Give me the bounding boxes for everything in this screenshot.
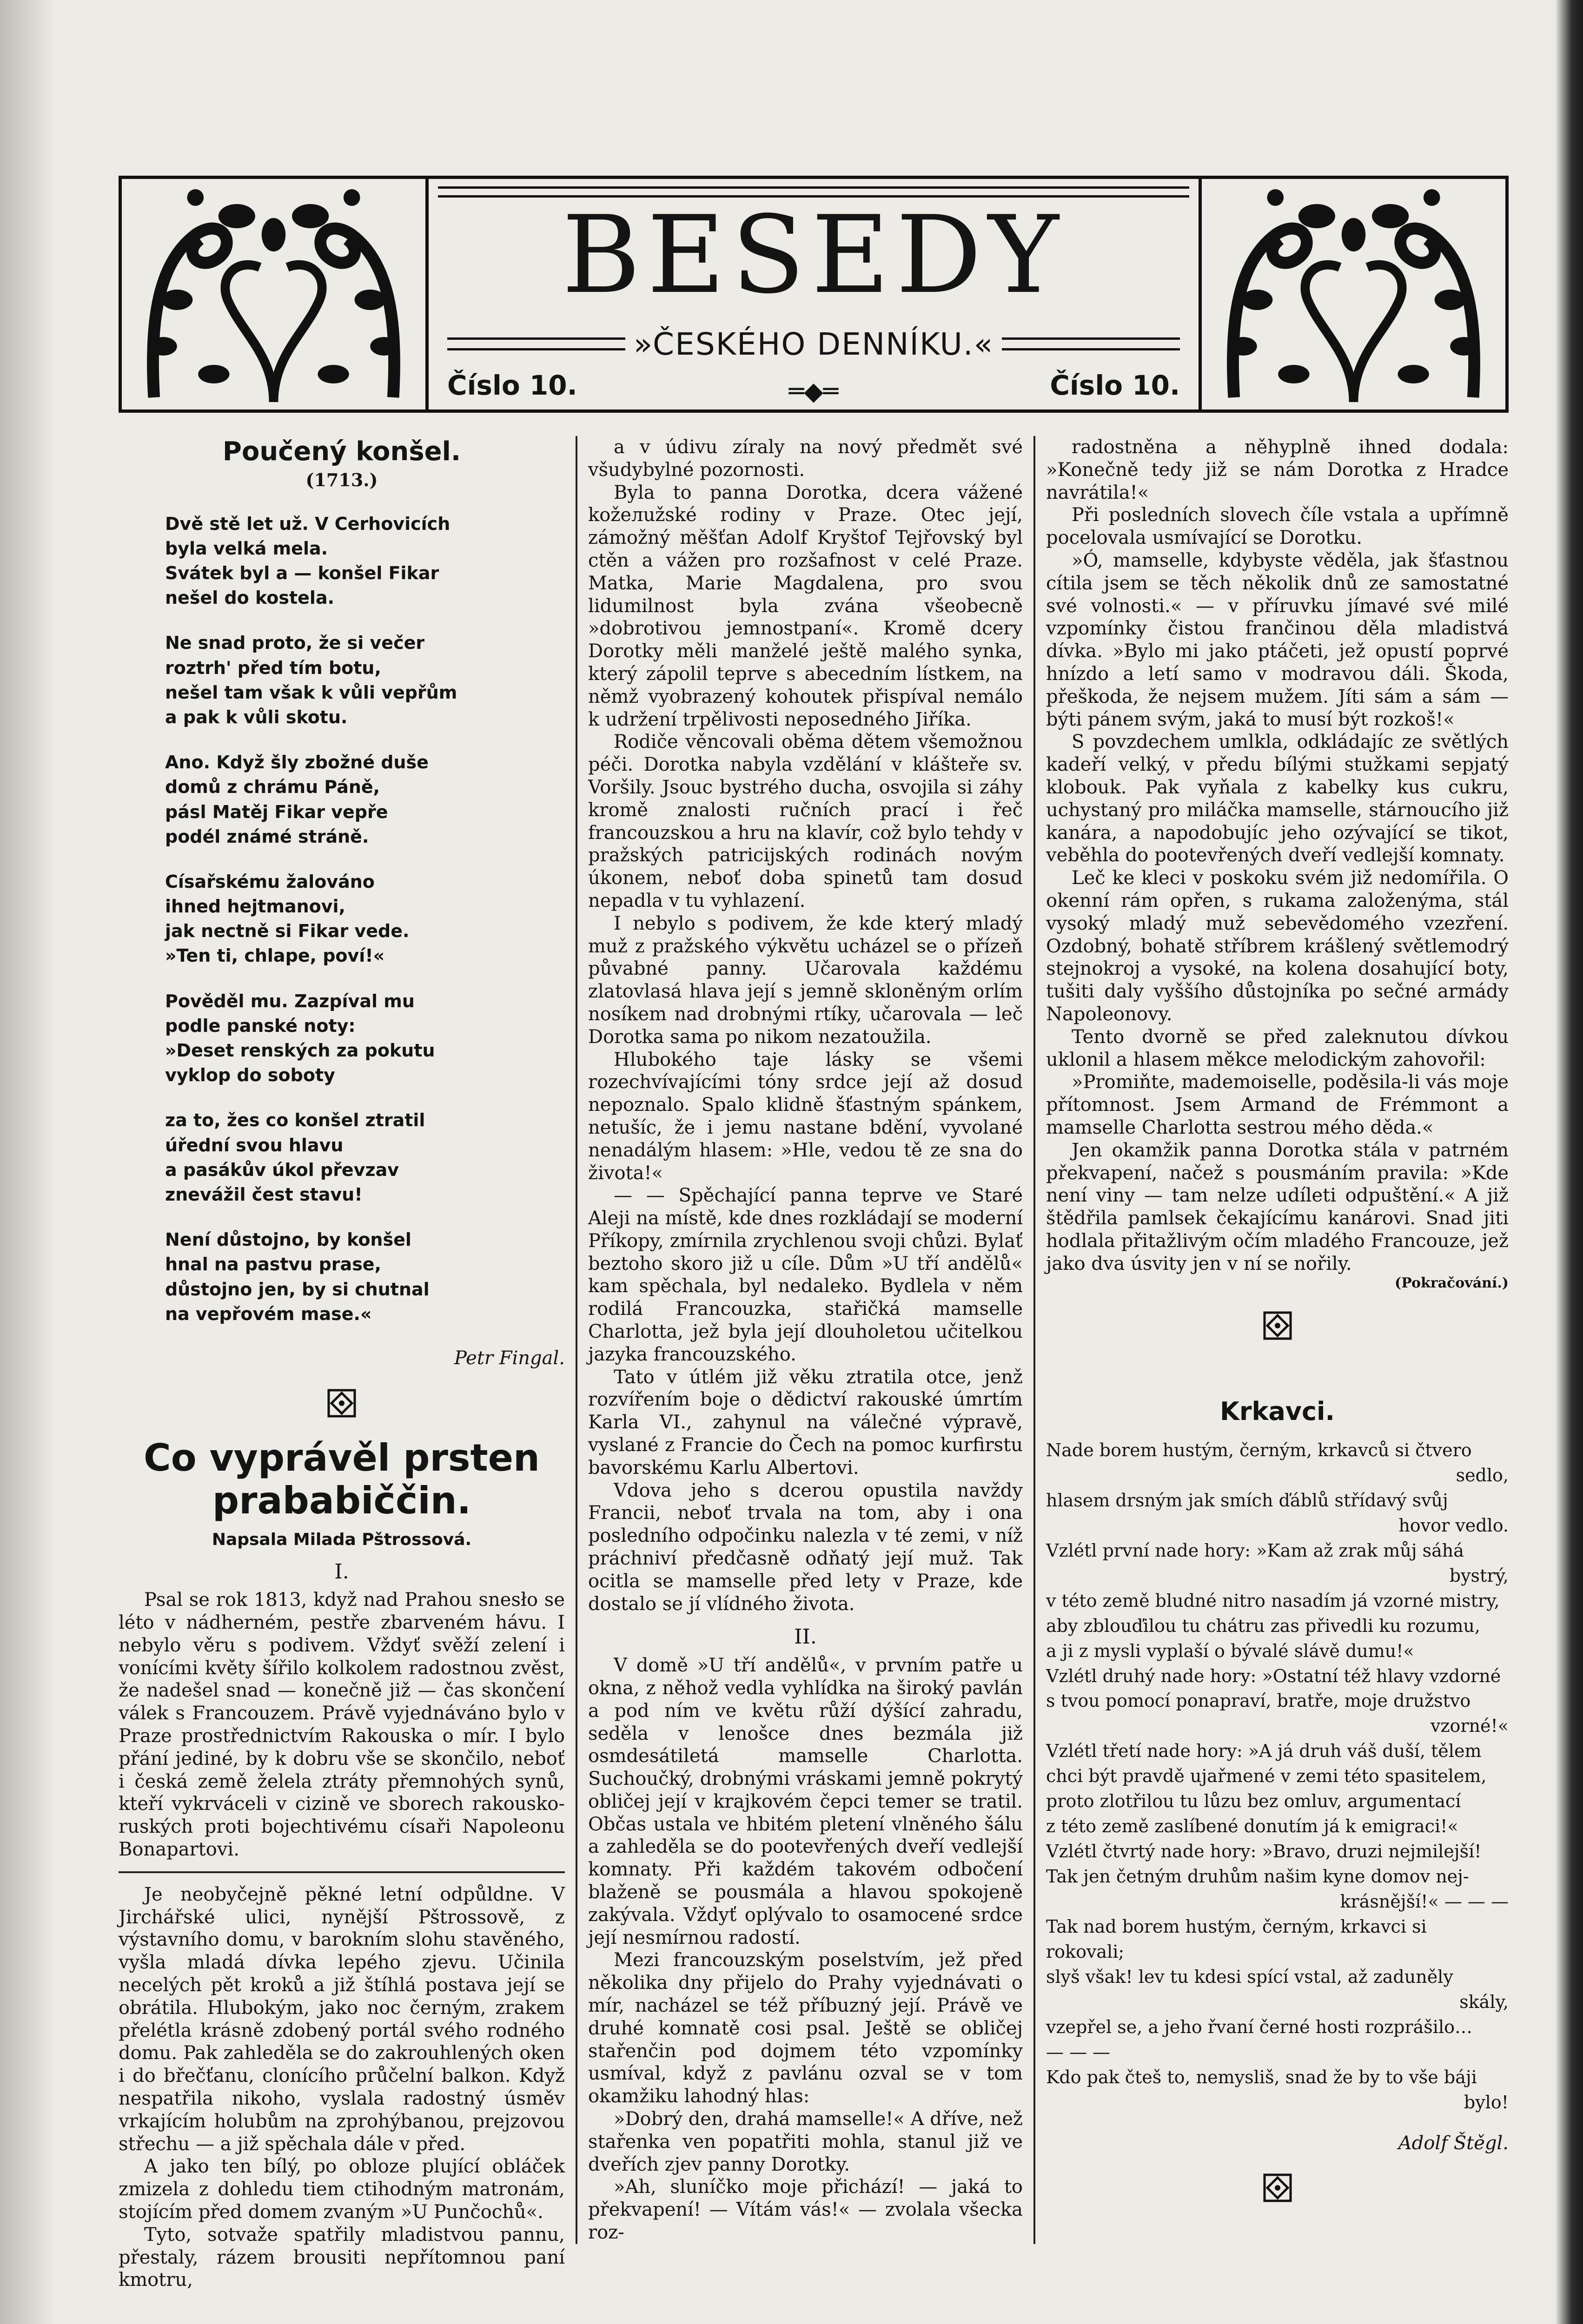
poem-line: důstojno jen, by si chutnal <box>165 1279 430 1300</box>
krkavci-line: vzepřel se, a jeho řvaní černé hosti rozprášilo… <box>1046 2016 1472 2037</box>
masthead-center <box>429 179 1199 409</box>
paragraph: Jen okamžik panna Dorotka stála v patrném překvapení, načež s pousmáním pravila: »Kde není viny — tam nelze udíleti odpuštění.« A již štědřila pamlsek čekajícímu kanárovi. Snad jiti hodlala přitažlivým očím mladého Francouze, jež jako dva úsvity jen v ní se nořily. <box>1046 1139 1509 1274</box>
krkavci-line: Vzlétl druhý nade hory: »Ostatní též hlavy vzdorné <box>1046 1665 1501 1686</box>
poem-year: (1713.) <box>305 469 378 491</box>
paragraph: Je neobyčejně pěkné letní odpůldne. V Jirchářské ulici, nynější Pštrossově, z výstavního domu, v barokním slohu stavěného, vyšla mladá dívka lepého zjevu. Učinila necelých pět kroků a již štíhlá postava její se obrátila. Hlubokým, jako noc černým, zrakem přelétla krásně zdobený portál svého rodného domu. Pak zahleděla se do zakrouhlených oken i do břečťanu, clonícího průčelní balkon. Když nespatřila nikoho, vyslala radostný úsměv vrkajícím holubům na zprohýbanou, prejzovou střechu — a již spěchala dále v před. <box>119 1883 565 2155</box>
krkavci-line: Tak nad borem hustým, černým, krkavci si rokovali; <box>1046 1916 1427 1962</box>
masthead <box>119 176 1509 413</box>
issue-number-right: Číslo 10. <box>1050 370 1180 401</box>
column-rule-1 <box>576 436 577 2244</box>
column-2 <box>588 436 1023 2244</box>
poem-line: ihned hejtmanovi, <box>165 896 345 917</box>
krkavci-line: chci být pravdě ujařmené v zemi této spasitelem, <box>1046 1766 1487 1787</box>
ornament-right <box>1199 179 1505 409</box>
poem-line: »Ten ti, chlape, poví!« <box>165 945 385 966</box>
krkavci-line: Vzlétl třetí nade hory: »A já druh váš duší, tělem <box>1046 1741 1482 1762</box>
poem-stanza <box>165 631 565 730</box>
paragraph: Hlubokého taje lásky se všemi rozechvívajícími tóny srdce její až dosud nepoznalo. Spalo klidně šťastným spánkem, netušíc, že i jemu nastane bdění, vyvolané nenadálým hlasem: »Hle, vedou tě ze sna do života!« <box>588 1049 1023 1184</box>
poem-line: znevážil čest stavu! <box>165 1184 363 1205</box>
poem-line: a pasákův úkol převzav <box>165 1159 399 1180</box>
krkavci-line: bylo! <box>1464 2092 1509 2113</box>
section-divider-icon <box>327 1388 357 1418</box>
story-part-a <box>119 1589 565 1861</box>
paragraph: »Promiňte, mademoiselle, poděsila-li vás moje přítomnost. Jsem Armand de Frémmont a mamselle Charlotta sestrou mého děda.« <box>1046 1071 1509 1138</box>
poem-line: »Deset renských za pokutu <box>165 1040 435 1061</box>
story-part-b <box>119 1883 565 2291</box>
paragraph: a v údivu zíraly na nový předmět své všudybylné pozornosti. <box>588 436 1023 481</box>
poem-line: pásl Matěj Fikar vepře <box>165 801 388 822</box>
paragraph: Mezi francouzským poselstvím, jež před několika dny přijelo do Prahy vyjednávati o mír, nacházel se též příbuzný její. Právě ve druhé komnatě cosi psal. Ještě se obličej stařenčin pod dojmem této vzpomínky usmíval, když z pavlánu ozval se v tom okamžiku lahodný hlas: <box>588 1949 1023 2107</box>
section-divider-icon <box>1263 2173 1292 2203</box>
poem-line: Císařskému žalováno <box>165 871 375 892</box>
column-3 <box>1046 436 1509 2221</box>
poem-line: Svátek byl a — konšel Fikar <box>165 563 439 584</box>
krkavci-line: Kdo pak čteš to, nemysliš, snad že by to vše báji <box>1046 2067 1477 2087</box>
paragraph: S povzdechem umlkla, odkládajíc ze světlých kadeří velký, v předu bílými stužkami sepjatý klobouk. Pak vyňala z kabelky kus cukru, uchystaný pro miláčka mamselle, stárnoucího již kanára, a napodobujíc jeho ozývající se tikot, veběhla do pootevřených dveří vedlejší komnaty. <box>1046 731 1509 866</box>
paragraph: Tyto, sotvaže spatřily mladistvou pannu, přestaly, rázem brousiti nepřítomnou paní kmotru, <box>119 2224 565 2291</box>
krkavci-line: proto zlotřilou tu lůzu bez omluv, argumentací <box>1046 1791 1461 1812</box>
story-separator <box>119 1871 565 1873</box>
poem-title: Poučený konšel. <box>222 436 461 467</box>
krkavci-line: krásnější!« — — — <box>1340 1891 1509 1912</box>
krkavci-line: a ji z mysli vyplaší o bývalé slávě dumu!« <box>1046 1640 1414 1661</box>
masthead-center-ornament-icon: ═◆═ <box>788 376 839 406</box>
poem-stanza <box>165 870 565 969</box>
paragraph: Psal se rok 1813, když nad Prahou snesło se léto v nádherném, pestře zbarveném hávu. I nebylo věru s podivem. Vždyť svěží zelení i vonícími květy šířilo kolkolem radostnou zvěst, že nadešel snad — konečně již — čas skončení válek s Francouzem. Právě vyjednáváno bylo v Praze prostřednictvím Rakouska o mír. I bylo přání jediné, by k dobru vše se skončilo, neboť i česká země želela ztráty přemnohých synů, kteří vykrváceli v cizině ve sborech rakousko-ruských proti bojechtivému císaři Napoleonu Bonapartovi. <box>119 1589 565 1861</box>
krkavci-line: — — — <box>1046 2041 1111 2062</box>
krkavci-line: v této země bludné nitro nasadím já vzorné mistry, <box>1046 1590 1500 1611</box>
krkavci-line: Vzlétl čtvrtý nade hory: »Bravo, druzi nejmilejší! <box>1046 1841 1482 1862</box>
ornament-left <box>122 179 429 409</box>
poem-line: roztrh' před tím botu, <box>165 657 381 678</box>
krkavci-line: sedlo, <box>1456 1465 1509 1486</box>
krkavci-line: s tvou pomocí ponapraví, bratře, moje družstvo <box>1046 1690 1471 1711</box>
poem-body <box>119 512 565 1327</box>
story-dialog <box>588 2108 1023 2244</box>
poem-line: a pak k vůli skotu. <box>165 706 348 727</box>
krkavci-title: Krkavci. <box>1219 1397 1335 1426</box>
masthead-subtitle: »ČESKÉHO DENNÍKU.« <box>633 326 994 362</box>
story-continuation-b <box>588 1654 1023 2108</box>
story-section-1: I. <box>334 1559 349 1584</box>
scan-edge-left <box>0 0 56 2324</box>
newspaper-page <box>119 176 1509 2291</box>
poem-line: podél známé stráně. <box>165 826 369 847</box>
paragraph: »Dobrý den, drahá mamselle!« A dříve, než stařenka ven popatřiti mohla, stanul již ve dveřích zjev panny Dorotky. <box>588 2108 1023 2175</box>
poem-line: Není důstojno, by konšel <box>165 1229 411 1250</box>
paragraph: radostněna a něhyplně ihned dodala: »Konečně tedy již se nám Dorotka z Hradce navrátila!« <box>1046 436 1509 503</box>
continued-note: (Pokračování.) <box>1395 1275 1509 1292</box>
poem-line: podle panské noty: <box>165 1015 356 1036</box>
paragraph: I nebylo s podivem, že kde který mladý muž z pražského výkvětu ucházel se o přízeň půvabné panny. Učarovala každému zlatovlasá hlava její s jemně skloněným orlím nosíkem nad drobnými rtíky, učarovala — leč Dorotka sama po nikom nezatoužila. <box>588 912 1023 1048</box>
story-title: Co vyprávěl prsten prababiččin. <box>144 1436 540 1522</box>
issue-number-left: Číslo 10. <box>447 370 577 401</box>
subtitle-rule-left <box>447 337 625 350</box>
poem-line: nešel do kostela. <box>165 588 335 608</box>
poem-line: domů z chrámu Páně, <box>165 777 380 798</box>
masthead-title: BESEDY <box>562 193 1066 317</box>
poem-stanza <box>165 1108 565 1207</box>
krkavci-line: Nade borem hustým, černým, krkavců si čtvero <box>1046 1439 1472 1460</box>
krkavci-signature: Adolf Štěgl. <box>1398 2132 1509 2154</box>
poem-stanza <box>165 989 565 1088</box>
poem-line: úřední svou hlavu <box>165 1135 344 1155</box>
poem-line: Ano. Když šly zbožné duše <box>165 752 429 773</box>
krkavci-line: z této země zaslíbené donutím já k emigraci!« <box>1046 1816 1458 1837</box>
poem-line: hnal na pastvu prase, <box>165 1254 382 1275</box>
story-continuation-c <box>1046 436 1509 1275</box>
paragraph: Vdova jeho s dcerou opustila navždy Francii, neboť trvala na tom, aby i ona posledního odpočinku nalezla v té zemi, v níž práchniví předčasně odňatý její muž. Tak ocitla se mamselle před lety v Praze, kde dostalo se jí vlídného života. <box>588 1479 1023 1615</box>
krkavci-poem <box>1046 1438 1509 2115</box>
poem-stanza <box>165 512 565 611</box>
paragraph: »Ah, sluníčko moje přichází! — jaká to překvapení! — Vítám vás!« — zvolala všecka roz- <box>588 2176 1023 2244</box>
poem-stanza <box>165 1228 565 1327</box>
story-byline: Napsala Milada Pštrossová. <box>212 1530 472 1549</box>
krkavci-line: skály, <box>1459 1991 1509 2012</box>
paragraph: Při posledních slovech číle vstala a upřímně pocelovala usmívající se Dorotku. <box>1046 504 1509 549</box>
paragraph: — — Spěchající panna teprve ve Staré Aleji na místě, kde dnes rozkládají se moderní Příkopy, zmírnila zrychlenou svoji chůzi. Bylať beztoho skoro již u cíle. Dům »U tří andělů« kam spěchala, byl nedaleko. Bydlela v něm rodilá Francouzka, stařičká mamselle Charlotta, jež byla její dlouholetou učitelkou jazyka francouzského. <box>588 1185 1023 1365</box>
subtitle-rule-right <box>1002 337 1180 350</box>
paragraph: Tento dvorně se před zaleknutou dívkou uklonil a hlasem měkce melodickým zahovořil: <box>1046 1026 1509 1070</box>
masthead-subtitle-row <box>447 326 1180 362</box>
krkavci-line: hovor vedlo. <box>1398 1515 1509 1536</box>
poem-stanza <box>165 750 565 849</box>
poem-line: nešel tam však k vůli vepřům <box>165 682 457 703</box>
poem-line: Pověděl mu. Zazpíval mu <box>165 990 415 1011</box>
poem-line: vyklop do soboty <box>165 1065 335 1086</box>
krkavci-line: bystrý, <box>1449 1565 1509 1586</box>
paragraph: Leč ke kleci v poskoku svém již nedomířila. O okenní rám opřen, s rukama založenýma, stál vysoký mladý muž sebevědomého vzezření. Ozdobný, bohatě stříbrem krášlený světlemodrý stejnokroj a vysoké, na kolena dosahující boty, tušiti daly vyššího důstojníka po sečné armády Napoleonovy. <box>1046 867 1509 1025</box>
poem-line: byla velká mela. <box>165 538 328 559</box>
poem-line: na vepřovém mase.« <box>165 1303 372 1324</box>
paragraph: Byla to panna Dorotka, dcera vážené kožeлužské rodiny v Praze. Otec její, zámožný měšťan Adolf Kryštof Tejřovský byl ctěn a vážen pro rozšafnost v celé Praze. Matka, Marie Magdalena, pro svou lidumilnost byla zvána všeobecně »dobrotivou jemnostpaní«. Kromě dcery Dorotky měli manželé ještě malého synka, který zápolil teprve s abecedním lístkem, na němž vyobrazený kohoutek přispíval nemálo k udržení trpělivosti neposedného Jiříka. <box>588 482 1023 730</box>
poem-line: jak nectně si Fikar vede. <box>165 921 410 942</box>
paragraph: A jako ten bílý, po obloze plující obláček zmizela z dohledu tiem ctihodným matronám, stojícím před domem zvaným »U Punčochů«. <box>119 2156 565 2223</box>
krkavci-line: hlasem drsným jak smích ďáblů střídavý svůj <box>1046 1490 1448 1511</box>
scan-edge-right <box>1555 0 1583 2324</box>
poem-line: za to, žes co konšel ztratil <box>165 1110 425 1131</box>
section-divider-icon <box>1263 1311 1292 1340</box>
krkavci-line: aby zblouďilou tu chátru zas přivedli ku rozumu, <box>1046 1615 1480 1636</box>
paragraph: Rodiče věncovali oběma dětem všemožnou péči. Dorotka nabyla vzdělání v klášteře sv. Voršily. Jsouc bystrého ducha, osvojila si záhy kromě znalosti ručních prací i řeč francouzskou a hru na klavír, což bylo tehdy v pražských patricijských rodinách novým úkonem, neboť doba spinetů tam dosud nepadla v tu vyhlazení. <box>588 731 1023 911</box>
poem-line: Dvě stě let už. V Cerhovicích <box>165 513 450 534</box>
krkavci-line: vzorné!« <box>1430 1716 1509 1736</box>
paragraph: V domě »U tří andělů«, v prvním patře u okna, z něhož vedla vyhlídka na široký pavlán a pod ním ve květu růží dýšící zahradu, seděla v lenošce dnes bezmála již osmdesátiletá mamselle Charlotta. Suchoučký, drobnými vráskami jemně pokrytý obličej její v krajkovém čepci temer se tratil. Občas ustala ve hbitém pletení vlněného šálu a zahleděla se do pootevřených dveří vedlejší komnaty. Při každém takovém odbočení blaženě se pousmála a hlavou spokojeně zakývala. Vždyť oplývalo to osamocené srdce její nesmírnou radostí. <box>588 1655 1023 1948</box>
paragraph: Tato v útlém již věku ztratila otce, jenž rozvířením boje o dědictví rakouské úmrtím Karla VI., zahynul na válečné výpravě, vyslané z Francie do Čech na pomoc kurfirstu bavorskému Karlu Albertovi. <box>588 1366 1023 1479</box>
krkavci-line: Tak jen četným druhům našim kyne domov nej- <box>1046 1866 1469 1887</box>
poem-signature: Petr Fingal. <box>454 1347 565 1369</box>
story-continuation-a <box>588 436 1023 1615</box>
column-rule-2 <box>1033 436 1035 2244</box>
krkavci-line: slyš však! lev tu kdesi spící vstal, až zaduněly <box>1046 1966 1453 1987</box>
column-1 <box>119 436 565 2291</box>
poem-line: Ne snad proto, že si večer <box>165 633 425 654</box>
paragraph: »Ó, mamselle, kdybyste věděla, jak šťastnou cítila jsem se těch několik dnů ze samostatné své volnosti.« — v příruvku jímavé své milé vzpomínky čistou frančinou děla mladistvá dívka. »Bylo mi jako ptáčeti, jež opustí poprvé hnízdo a letí samo v modravou dáli. Škoda, přeškoda, že nejsem mužem. Jíti sám a sám — býti pánem svým, jaká to musí být rozkoš!« <box>1046 549 1509 730</box>
story-section-2: II. <box>794 1625 817 1649</box>
krkavci-line: Vzlétl první nade hory: »Kam až zrak můj sáhá <box>1046 1540 1464 1561</box>
